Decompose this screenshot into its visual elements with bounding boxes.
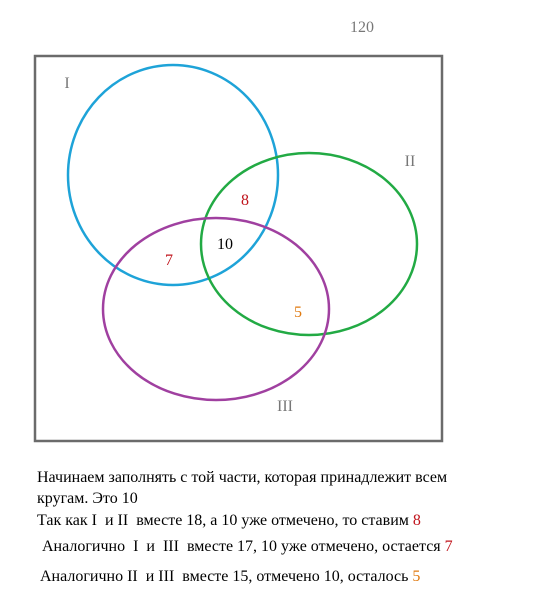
circle-ii-label: II — [404, 153, 416, 170]
explanation-line-3-text: Так как I и II вместе 18, а 10 уже отмечено, то ставим — [37, 512, 413, 529]
circle-i — [68, 65, 278, 285]
explanation-line-5-value: 5 — [412, 568, 421, 585]
total-label: 120 — [350, 19, 374, 36]
explanation-line-4-value: 7 — [444, 538, 453, 555]
explanation-line-4 — [42, 538, 453, 556]
circle-i-label: I — [64, 75, 70, 92]
explanation-line-1: Начинаем заполнять с той части, которая принадлежит всем — [37, 469, 448, 486]
region-ii-iii: 5 — [294, 304, 302, 321]
region-i-ii: 8 — [241, 192, 249, 209]
circle-ii — [201, 153, 417, 335]
explanation-line-3 — [37, 512, 421, 530]
region-i-ii-iii: 10 — [217, 236, 233, 253]
explanation-line-5-text: Аналогично II и III вместе 15, отмечено 10, осталось — [40, 568, 413, 585]
explanation-line-3-value: 8 — [412, 512, 421, 529]
explanation-line-2: кругам. Это 10 — [37, 490, 138, 507]
explanation-line-4-text: Аналогично I и III вместе 17, 10 уже отмечено, остается — [42, 538, 445, 555]
explanation-line-5 — [40, 568, 420, 586]
circle-iii-label: III — [277, 398, 293, 415]
region-i-iii: 7 — [165, 252, 173, 269]
